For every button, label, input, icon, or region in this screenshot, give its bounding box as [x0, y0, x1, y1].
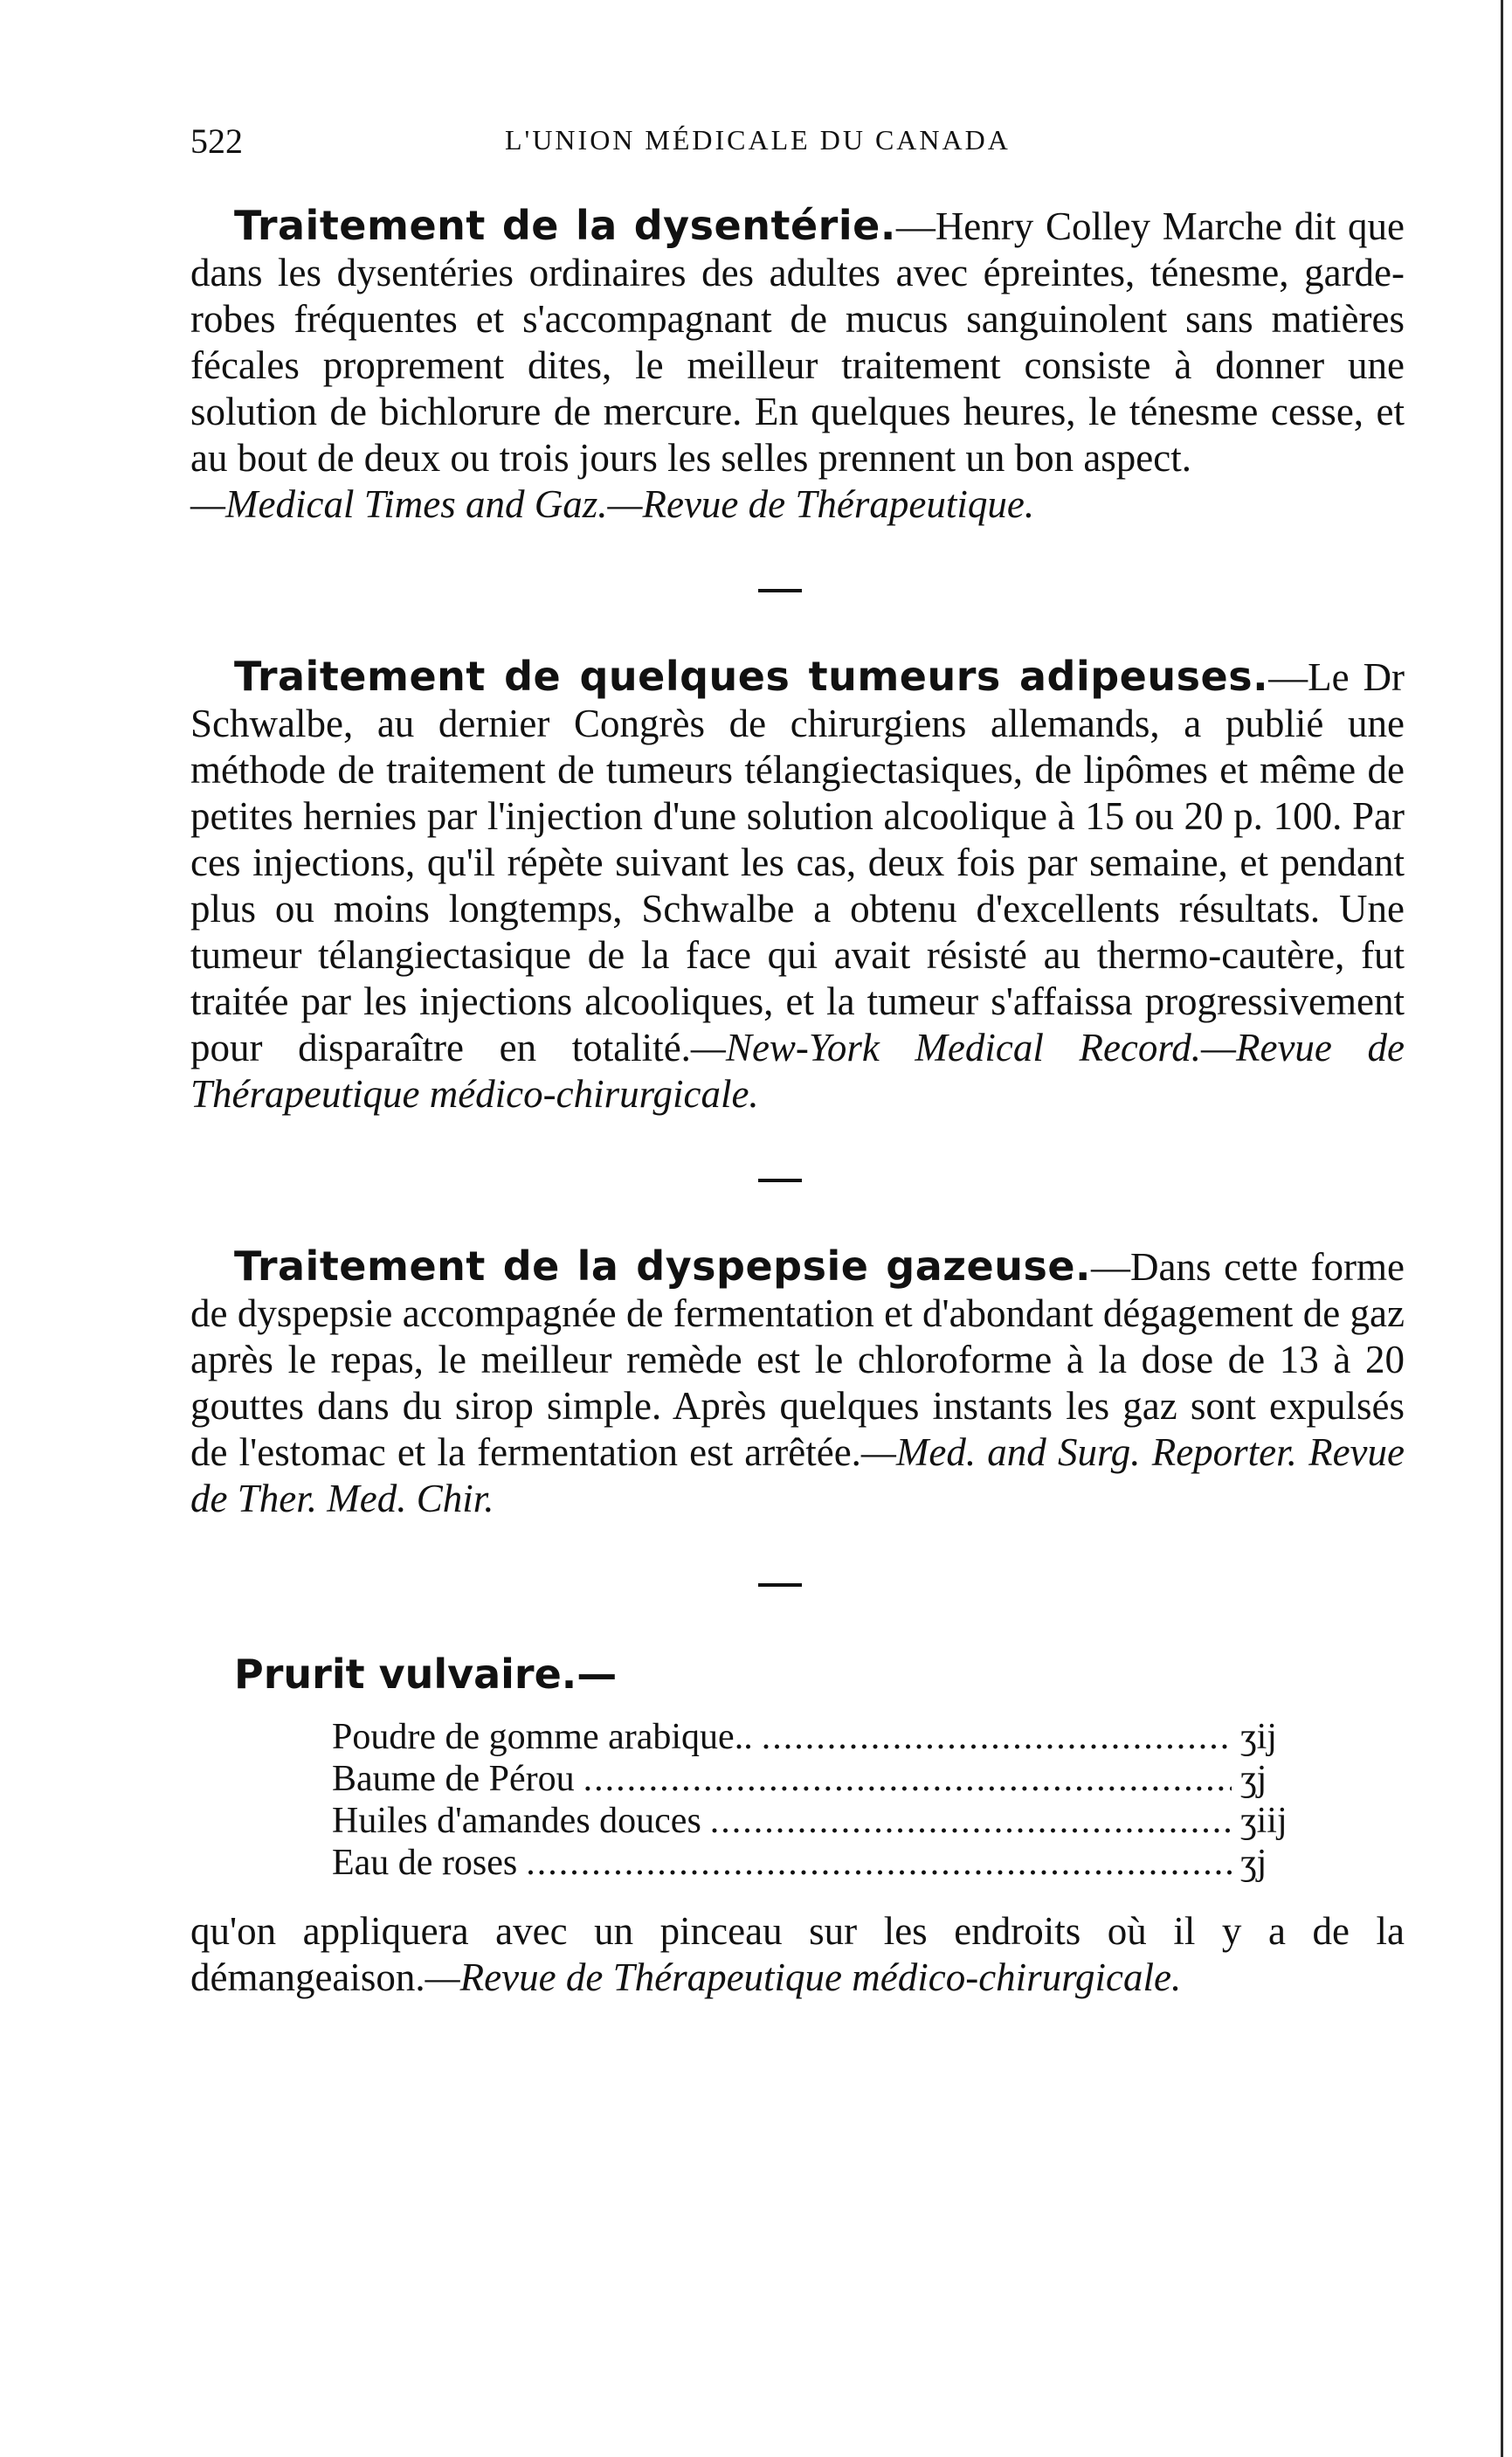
recipe-quantity: ʒiij [1240, 1801, 1288, 1841]
page-number: 522 [190, 121, 243, 161]
recipe-leader-dots [710, 1800, 1232, 1842]
recipe-ingredient: Poudre de gomme arabique.. [332, 1717, 753, 1757]
article-title: Traitement de la dysentérie. [234, 202, 896, 249]
page-content [190, 203, 1405, 2001]
article-source: —Medical Times and Gaz.—Revue de Thérapeutique. [190, 482, 1035, 526]
recipe-leader-dots [583, 1758, 1232, 1800]
article-paragraph [190, 1243, 1405, 1522]
article-dyspepsie-gazeuse [190, 1243, 1405, 1522]
recipe-ingredient: Huiles d'amandes douces [332, 1801, 701, 1841]
journal-title: L'UNION MÉDICALE DU CANADA [505, 124, 1011, 156]
recipe-row [332, 1758, 1301, 1800]
section-separator [758, 1583, 802, 1587]
article-text: —Dans cette forme de dyspepsie accompagnée de fermentation et d'abondant dégagement de gaz après le repas, le meilleur remède est le chloroforme à la dose de 13 à 20 gouttes dans du sirop simple. Après quelques instants les gaz sont expulsés de l'estomac et la fermentation est arrêtée. [190, 1245, 1405, 1474]
article-paragraph [190, 654, 1405, 1118]
recipe-ingredient: Baume de Pérou [332, 1759, 575, 1799]
recipe-row [332, 1800, 1301, 1842]
article-text: —Le Dr Schwalbe, au dernier Congrès de chirurgiens allemands, a publié une méthode de traitement de tumeurs télangiectasiques, de lipômes et même de petites hernies par l'injection d'une solution alcoolique à 15 ou 20 p. 100. Par ces injections, qu'il répète suivant les cas, deux fois par semaine, et pendant plus ou moins longtemps, Schwalbe a obtenu d'excellents résultats. Une tumeur télangiectasique de la face qui avait résisté au thermo-cautère, fut traitée par les injections alcooliques, et la tumeur s'affaissa progressivement pour disparaître en totalité. [190, 655, 1405, 1069]
running-header [190, 121, 1143, 173]
recipe-leader-dots [526, 1842, 1232, 1884]
recipe-quantity: ʒj [1240, 1843, 1267, 1883]
article-source: —New-York Medical Record.—Revue de Thérapeutique médico-chirurgicale. [190, 1026, 1405, 1116]
article-dysenterie [190, 203, 1405, 528]
recipe-quantity: ʒj [1240, 1759, 1267, 1799]
recipe-row [332, 1716, 1301, 1758]
article-text: —Henry Colley Marche dit que dans les dysentéries ordinaires des adultes avec épreintes, ténesme, garde-robes fréquentes et s'accompagnant de mucus sanguinolent sans matières fécales proprement dites, le meilleur traitement consiste à donner une solution de bichlorure de mercure. En quelques heures, le ténesme cesse, et au bout de deux ou trois jours les selles prennent un bon aspect. [190, 204, 1405, 480]
section-separator [758, 589, 802, 592]
recipe-quantity: ʒij [1240, 1717, 1277, 1757]
recipe-row [332, 1842, 1301, 1884]
article-prurit-vulvaire [190, 1648, 1405, 2001]
article-source: —Med. and Surg. Reporter. Revue de Ther. Med. Chir. [190, 1430, 1405, 1520]
recipe-list [332, 1716, 1301, 1884]
article-source: —Revue de Thérapeutique médico-chirurgicale. [425, 1955, 1182, 1999]
page-edge-rule [1501, 0, 1503, 2457]
recipe-leader-dots [762, 1716, 1232, 1758]
section-separator [758, 1179, 802, 1182]
article-title: Traitement de la dyspepsie gazeuse. [234, 1242, 1092, 1290]
article-title: Traitement de quelques tumeurs adipeuses. [234, 653, 1269, 700]
article-tumeurs-adipeuses [190, 654, 1405, 1118]
article-paragraph [190, 203, 1405, 528]
article-title: Prurit vulvaire.— [234, 1651, 618, 1698]
recipe-ingredient: Eau de roses [332, 1843, 518, 1883]
article-paragraph [190, 1908, 1405, 2001]
article-text: qu'on appliquera avec un pinceau sur les endroits où il y a de la démangeaison. [190, 1909, 1405, 1999]
